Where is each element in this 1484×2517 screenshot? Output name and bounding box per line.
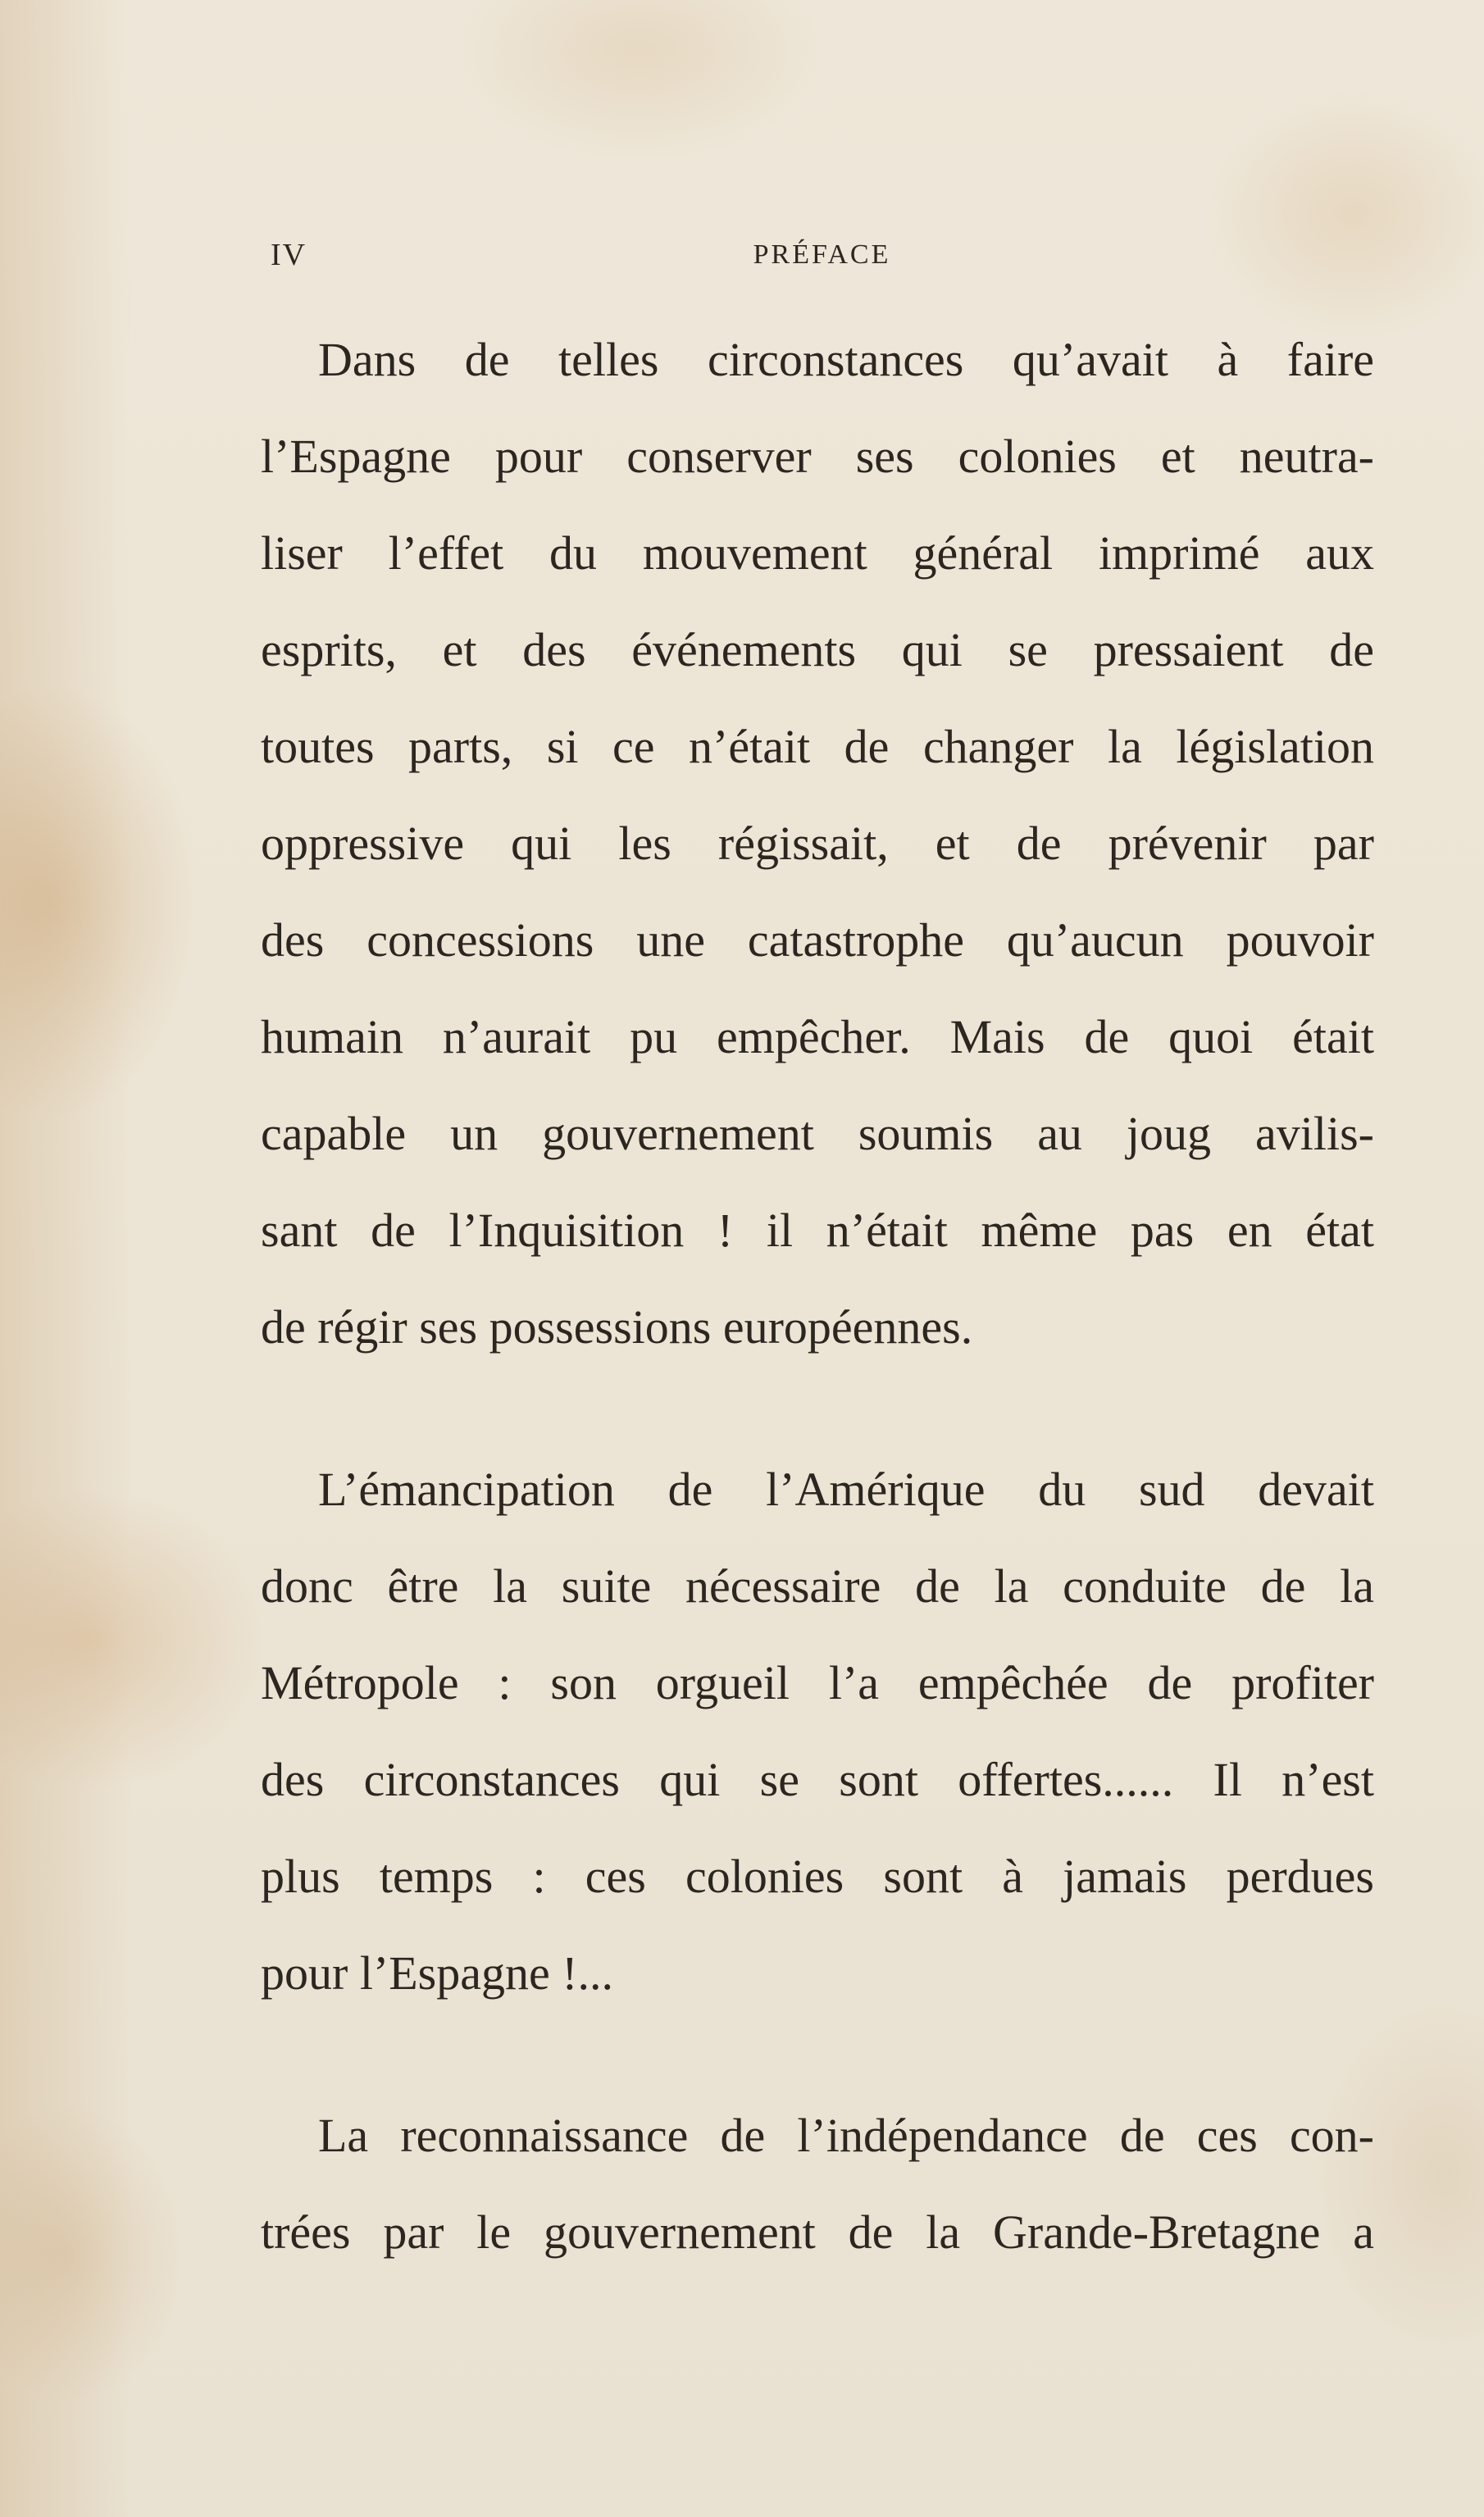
text-line: l’Espagne pour conserver ses colonies et neutra- — [261, 430, 1374, 483]
text-line: toutes parts, si ce n’était de changer la législation — [261, 720, 1374, 773]
text-line: capable un gouvernement soumis au joug avilis- — [261, 1107, 1374, 1160]
text-line: oppressive qui les régissait, et de prévenir par — [261, 817, 1374, 870]
paragraph — [261, 2087, 1374, 2281]
text-line: des circonstances qui se sont offertes...... Il n’est — [261, 1753, 1374, 1806]
body-text — [261, 312, 1374, 2281]
text-line: L’émancipation de l’Amérique du sud devait — [318, 1463, 1374, 1516]
text-line: sant de l’Inquisition ! il n’était même pas en état — [261, 1204, 1374, 1257]
text-line: trées par le gouvernement de la Grande-Bretagne a — [261, 2205, 1374, 2259]
paragraph — [261, 312, 1374, 1376]
paragraph — [261, 1441, 1374, 2022]
text-line: Métropole : son orgueil l’a empêchée de profiter — [261, 1656, 1374, 1709]
running-title: PRÉFACE — [753, 239, 891, 270]
text-line: donc être la suite nécessaire de la conduite de la — [261, 1559, 1374, 1613]
text-line: pour l’Espagne !... — [261, 1946, 614, 2000]
paragraph-gap — [261, 2022, 1374, 2087]
text-line: La reconnaissance de l’indépendance de ces con- — [318, 2109, 1374, 2162]
text-line: des concessions une catastrophe qu’aucun pouvoir — [261, 913, 1374, 967]
text-line: de régir ses possessions européennes. — [261, 1300, 973, 1354]
text-line: esprits, et des événements qui se pressaient de — [261, 623, 1374, 676]
paragraph-gap — [261, 1376, 1374, 1441]
text-line: plus temps : ces colonies sont à jamais perdues — [261, 1850, 1374, 1903]
text-line: humain n’aurait pu empêcher. Mais de quoi était — [261, 1010, 1374, 1063]
page-header — [271, 234, 1373, 275]
text-line: liser l’effet du mouvement général imprimé aux — [261, 526, 1374, 580]
text-line: Dans de telles circonstances qu’avait à faire — [318, 333, 1374, 386]
page-number: IV — [271, 238, 307, 272]
